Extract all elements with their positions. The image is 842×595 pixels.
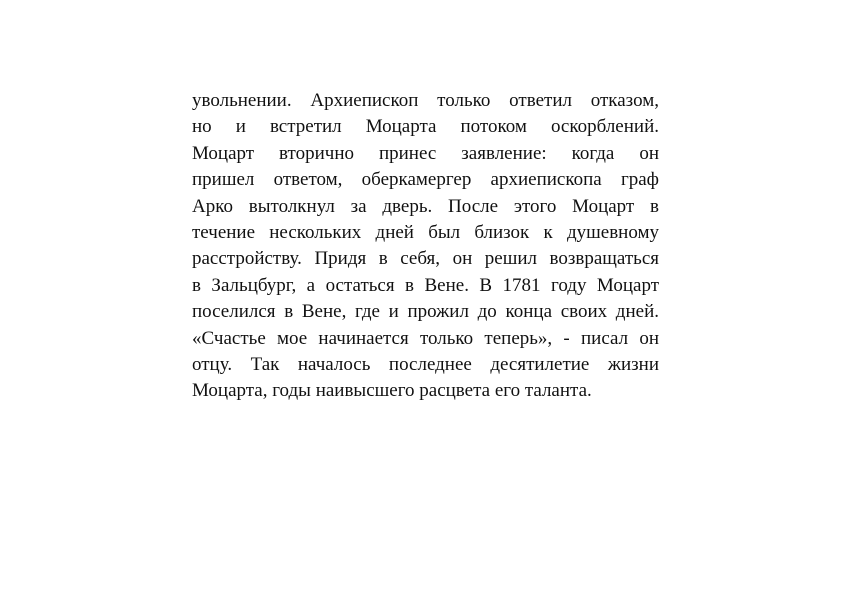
text-line: пришел ответом, оберкамергер архиепископа граф [192,169,659,191]
text-line: Моцарта, годы наивысшего расцвета его таланта. [192,380,592,402]
text-line: расстройству. Придя в себя, он решил возвращаться [192,248,659,270]
text-line: Арко вытолкнул за дверь. После этого Моцарт в [192,195,659,217]
body-paragraph [192,88,659,405]
text-line: «Счастье мое начинается только теперь», - писал он [192,327,659,349]
text-line: течение нескольких дней был близок к душевному [192,221,659,243]
text-line: в Зальцбург, а остаться в Вене. В 1781 году Моцарт [192,274,659,296]
text-line: увольнении. Архиепископ только ответил отказом, [192,90,659,111]
text-line: поселился в Вене, где и прожил до конца своих дней. [192,301,659,323]
text-line: отцу. Так началось последнее десятилетие жизни [192,353,659,375]
text-line: но и встретил Моцарта потоком оскорблений. [192,116,659,138]
text-line: Моцарт вторично принес заявление: когда он [192,142,659,164]
